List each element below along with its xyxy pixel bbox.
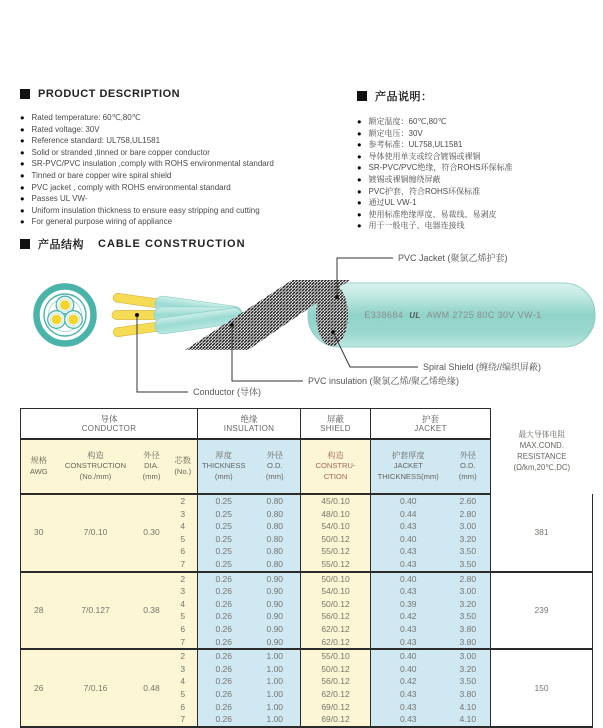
spec-table	[20, 408, 593, 728]
product-description-cn-header	[357, 88, 597, 104]
cores-cell: 2	[169, 494, 198, 508]
cores-cell: 7	[169, 558, 198, 572]
jacket-thickness-cell: 0.40	[371, 649, 446, 663]
ins-thickness-cell: 0.26	[198, 675, 250, 688]
shield-construction-cell: 48/0.10	[301, 508, 371, 521]
product-description-cn-list	[357, 116, 597, 232]
bullet-text: SR-PVC/PVC insulation ,comply with ROHS environmental standard	[31, 159, 274, 169]
bullet-item	[357, 197, 597, 209]
jacket-anchor-dot	[335, 295, 339, 299]
ins-od-cell: 0.80	[250, 533, 301, 546]
conductor-label: Conductor (导体)	[193, 387, 262, 397]
bullet-text: 参考标准：UL758,UL1581	[368, 140, 463, 150]
bullet-text: Rated temperature: 60℃,80℃	[31, 113, 141, 122]
bullet-item	[357, 139, 597, 151]
jacket-od-cell: 2.80	[446, 572, 491, 586]
shield-construction-cell: 69/0.12	[301, 713, 371, 727]
ins-thickness-cell: 0.25	[198, 520, 250, 533]
ins-thickness-cell: 0.26	[198, 572, 250, 586]
ins-od-cell: 1.00	[250, 713, 301, 727]
group-jacket: 护套 JACKET	[371, 409, 491, 440]
jacket-od-cell: 3.50	[446, 558, 491, 572]
cores-cell: 6	[169, 623, 198, 636]
jacket-od-cell: 3.20	[446, 598, 491, 611]
bullet-item	[357, 116, 597, 128]
col-ins-od: 外径 O.D. (mm)	[250, 439, 301, 494]
bullet-item	[357, 220, 597, 232]
spec-group	[21, 649, 593, 727]
bullet-text: Tinned or bare copper wire spiral shield	[31, 170, 172, 180]
ins-thickness-cell: 0.26	[198, 649, 250, 663]
bullet-text: PVC护套，符合ROHS环保标准	[368, 186, 481, 196]
jacket-thickness-cell: 0.43	[371, 713, 446, 727]
bullet-icon: ●	[20, 124, 25, 134]
bullet-icon: ●	[20, 136, 25, 146]
shield-construction-cell: 50/0.12	[301, 533, 371, 546]
table-row	[21, 572, 593, 586]
bullet-icon: ●	[20, 194, 25, 204]
bullet-text: 导体使用单支或绞合镀锡或裸铜	[368, 151, 481, 161]
col-cores: 芯数 (No.)	[169, 439, 198, 494]
bullet-item	[20, 135, 350, 147]
ins-od-cell: 1.00	[250, 701, 301, 714]
bullet-icon: ●	[20, 147, 25, 157]
cable-construction-diagram	[20, 250, 595, 400]
bullet-icon: ●	[357, 221, 362, 231]
awg-cell: 26	[21, 649, 57, 727]
jacket-thickness-cell: 0.42	[371, 675, 446, 688]
jacket-od-cell: 3.00	[446, 649, 491, 663]
cores-cell: 7	[169, 636, 198, 650]
bullet-text: 通过UL VW-1	[368, 198, 417, 208]
bullet-text: 使用标准绝缘厚度、易裁线、易剥皮	[368, 209, 497, 219]
jacket-thickness-cell: 0.40	[371, 533, 446, 546]
col-ins-thickness: 厚度 THICKNESS (mm)	[198, 439, 250, 494]
cores-cell: 3	[169, 663, 198, 676]
bullet-item	[357, 186, 597, 198]
ins-thickness-cell: 0.26	[198, 610, 250, 623]
jacket-od-cell: 3.80	[446, 623, 491, 636]
bullet-text: Solid or stranded ,tinned or bare copper conductor	[31, 147, 210, 157]
ins-thickness-cell: 0.26	[198, 623, 250, 636]
shield-construction-cell: 62/0.12	[301, 623, 371, 636]
bullet-icon: ●	[357, 117, 362, 126]
ins-od-cell: 0.90	[250, 585, 301, 598]
cores-cell: 2	[169, 572, 198, 586]
jacket-od-cell: 3.50	[446, 675, 491, 688]
bullet-item	[357, 128, 597, 140]
bullet-text: 额定电压：30V	[368, 128, 423, 138]
bullet-icon: ●	[20, 159, 25, 169]
jacket-od-cell: 3.50	[446, 545, 491, 558]
shield-construction-cell: 54/0.10	[301, 585, 371, 598]
bullet-item	[357, 151, 597, 163]
cores-cell: 6	[169, 701, 198, 714]
col-construction: 构造 CONSTRUCTION (No./mm)	[57, 439, 135, 494]
bullet-icon: ●	[20, 182, 25, 192]
cores-cell: 3	[169, 508, 198, 521]
group-conductor: 导体 CONDUCTOR	[21, 409, 198, 440]
bullet-item	[20, 182, 350, 194]
jacket-thickness-cell: 0.40	[371, 572, 446, 586]
cores-cell: 5	[169, 688, 198, 701]
bullet-text: For general purpose wiring of appliance	[31, 217, 173, 227]
construction-cell: 7/0.10	[57, 494, 135, 572]
bullet-item	[20, 112, 350, 124]
jacket-thickness-cell: 0.40	[371, 494, 446, 508]
jacket-thickness-cell: 0.44	[371, 508, 446, 521]
col-jacket-od: 外径 O.D. (mm)	[446, 439, 491, 494]
jacket-od-cell: 3.80	[446, 636, 491, 650]
bullet-icon: ●	[20, 170, 25, 180]
bullet-text: PVC jacket , comply with ROHS environmental standard	[31, 182, 231, 192]
bullet-text: 用于一般电子、电器连接线	[368, 221, 465, 231]
shield-construction-cell: 56/0.12	[301, 610, 371, 623]
dia-cell: 0.48	[135, 649, 169, 727]
col-dia: 外径 DIA. (mm)	[135, 439, 169, 494]
section-square-icon	[20, 239, 30, 249]
cores-cell: 5	[169, 610, 198, 623]
section-square-icon	[20, 89, 30, 99]
ins-od-cell: 1.00	[250, 649, 301, 663]
ins-od-cell: 1.00	[250, 688, 301, 701]
shield-construction-cell: 50/0.12	[301, 598, 371, 611]
construction-title-cn: 产品结构	[38, 239, 84, 251]
bullet-text: 额定温度：60℃,80℃	[368, 117, 447, 126]
jacket-od-cell: 3.00	[446, 520, 491, 533]
bullet-item	[20, 205, 350, 217]
jacket-thickness-cell: 0.43	[371, 623, 446, 636]
bullet-icon: ●	[357, 151, 362, 161]
cores-cell: 2	[169, 649, 198, 663]
bullet-item	[20, 124, 350, 136]
section-square-icon	[357, 91, 367, 101]
product-description-section	[20, 88, 350, 228]
cores-cell: 7	[169, 713, 198, 727]
jacket-od-cell: 3.50	[446, 610, 491, 623]
jacket-thickness-cell: 0.43	[371, 545, 446, 558]
jacket-od-cell: 3.00	[446, 585, 491, 598]
awg-cell: 28	[21, 572, 57, 650]
section-title-cn: 产品说明：	[375, 91, 433, 103]
bullet-icon: ●	[20, 205, 25, 215]
ins-od-cell: 0.80	[250, 545, 301, 558]
ins-thickness-cell: 0.25	[198, 558, 250, 572]
cores-cell: 4	[169, 598, 198, 611]
ins-thickness-cell: 0.26	[198, 688, 250, 701]
bullet-text: Uniform insulation thickness to ensure easy stripping and cutting	[31, 205, 260, 215]
shield-construction-cell: 69/0.12	[301, 701, 371, 714]
ins-od-cell: 0.90	[250, 623, 301, 636]
ins-thickness-cell: 0.25	[198, 545, 250, 558]
group-shield: 屏蔽 SHIELD	[301, 409, 371, 440]
resistance-cell: 381	[491, 494, 593, 572]
jacket-thickness-cell: 0.43	[371, 585, 446, 598]
ins-thickness-cell: 0.25	[198, 508, 250, 521]
jacket-od-cell: 4.10	[446, 701, 491, 714]
ins-thickness-cell: 0.26	[198, 701, 250, 714]
shield-construction-cell: 50/0.12	[301, 663, 371, 676]
bullet-icon: ●	[20, 113, 25, 122]
group-insulation: 绝缘 INSULATION	[198, 409, 301, 440]
ins-thickness-cell: 0.26	[198, 713, 250, 727]
ins-od-cell: 1.00	[250, 663, 301, 676]
cores-cell: 3	[169, 585, 198, 598]
bullet-item	[20, 158, 350, 170]
bullet-icon: ●	[357, 140, 362, 150]
construction-title-en: CABLE CONSTRUCTION	[98, 238, 246, 250]
construction-cell: 7/0.16	[57, 649, 135, 727]
jacket-od-cell: 2.80	[446, 508, 491, 521]
bullet-icon: ●	[357, 128, 362, 138]
ins-od-cell: 0.90	[250, 572, 301, 586]
cores-cell: 4	[169, 520, 198, 533]
shield-construction-cell: 50/0.10	[301, 572, 371, 586]
jacket-thickness-cell: 0.43	[371, 558, 446, 572]
jacket-od-cell: 3.20	[446, 533, 491, 546]
ins-od-cell: 0.80	[250, 508, 301, 521]
product-description-cn-section	[357, 88, 597, 232]
bullet-item	[20, 147, 350, 159]
construction-cell: 7/0.127	[57, 572, 135, 650]
shield-label: Spiral Shield (缠绕//编织屏蔽)	[423, 362, 542, 372]
shield-construction-cell: 54/0.10	[301, 520, 371, 533]
shield-anchor-dot	[331, 330, 335, 334]
shield-construction-cell: 55/0.10	[301, 649, 371, 663]
bullet-item	[20, 216, 350, 228]
ins-od-cell: 1.00	[250, 675, 301, 688]
bullet-item	[357, 162, 597, 174]
ins-thickness-cell: 0.26	[198, 598, 250, 611]
shield-construction-cell: 45/0.10	[301, 494, 371, 508]
ins-thickness-cell: 0.25	[198, 494, 250, 508]
cable-cross-section-icon	[37, 287, 94, 344]
ins-od-cell: 0.80	[250, 558, 301, 572]
jacket-thickness-cell: 0.43	[371, 520, 446, 533]
jacket-thickness-cell: 0.40	[371, 663, 446, 676]
shield-construction-cell: 56/0.12	[301, 675, 371, 688]
section-title: PRODUCT DESCRIPTION	[38, 88, 181, 100]
product-description-header	[20, 88, 350, 100]
dia-cell: 0.30	[135, 494, 169, 572]
ins-thickness-cell: 0.26	[198, 585, 250, 598]
resistance-header: 最大导体电阻 MAX.COND. RESISTANCE (Ω/km,20℃,DC)	[491, 409, 593, 495]
ins-thickness-cell: 0.26	[198, 663, 250, 676]
shield-construction-cell: 62/0.12	[301, 688, 371, 701]
bullet-icon: ●	[357, 198, 362, 208]
bullet-text: Passes UL VW-	[31, 194, 88, 204]
bullet-item	[357, 174, 597, 186]
bullet-icon: ●	[357, 186, 362, 196]
group-header-row	[21, 409, 593, 440]
resistance-cell: 239	[491, 572, 593, 650]
spec-group	[21, 572, 593, 650]
insulation-label: PVC insulation (聚氯乙烯/聚乙烯绝缘)	[308, 376, 460, 386]
jacket-marking: E338684 UL AWM 2725 80C 30V VW-1	[364, 310, 542, 320]
insulation-anchor-dot	[230, 323, 234, 327]
product-description-list	[20, 112, 350, 228]
bullet-text: 镀锡或裸铜缠绕屏蔽	[368, 174, 441, 184]
jacket-od-cell: 2.60	[446, 494, 491, 508]
jacket-label: PVC Jacket (聚氯乙烯护套)	[398, 253, 508, 263]
col-shield-construction: 构造 CONSTRU- CTION	[301, 439, 371, 494]
spec-group	[21, 494, 593, 572]
shield-construction-cell: 55/0.12	[301, 545, 371, 558]
cores-cell: 4	[169, 675, 198, 688]
table-row	[21, 494, 593, 508]
ins-od-cell: 0.90	[250, 636, 301, 650]
bullet-item	[20, 193, 350, 205]
dia-cell: 0.38	[135, 572, 169, 650]
jacket-thickness-cell: 0.39	[371, 598, 446, 611]
bullet-text: Rated voltage: 30V	[31, 124, 100, 134]
ins-thickness-cell: 0.26	[198, 636, 250, 650]
ins-od-cell: 0.80	[250, 520, 301, 533]
ins-od-cell: 0.90	[250, 610, 301, 623]
shield-construction-cell: 62/0.12	[301, 636, 371, 650]
table-row	[21, 649, 593, 663]
bullet-icon: ●	[357, 163, 362, 173]
bullet-item	[20, 170, 350, 182]
bullet-text: SR-PVC/PVC绝缘，符合ROHS环保标准	[368, 163, 513, 173]
jacket-thickness-cell: 0.43	[371, 688, 446, 701]
jacket-thickness-cell: 0.42	[371, 610, 446, 623]
conductor-anchor-dot	[135, 313, 139, 317]
cores-cell: 6	[169, 545, 198, 558]
col-jacket-thickness: 护套厚度 JACKET THICKNESS(mm)	[371, 439, 446, 494]
resistance-cell: 150	[491, 649, 593, 727]
ins-od-cell: 0.90	[250, 598, 301, 611]
jacket-od-cell: 3.80	[446, 688, 491, 701]
bullet-item	[357, 209, 597, 221]
cores-cell: 5	[169, 533, 198, 546]
ins-od-cell: 0.80	[250, 494, 301, 508]
bullet-icon: ●	[357, 209, 362, 219]
bullet-icon: ●	[357, 174, 362, 184]
jacket-thickness-cell: 0.43	[371, 701, 446, 714]
jacket-thickness-cell: 0.43	[371, 636, 446, 650]
awg-cell: 30	[21, 494, 57, 572]
shield-construction-cell: 55/0.12	[301, 558, 371, 572]
jacket-od-cell: 4.10	[446, 713, 491, 727]
bullet-icon: ●	[20, 217, 25, 227]
ins-thickness-cell: 0.25	[198, 533, 250, 546]
jacket-od-cell: 3.20	[446, 663, 491, 676]
bullet-text: Reference standard: UL758,UL1581	[31, 136, 161, 146]
col-awg: 规格 AWG	[21, 439, 57, 494]
